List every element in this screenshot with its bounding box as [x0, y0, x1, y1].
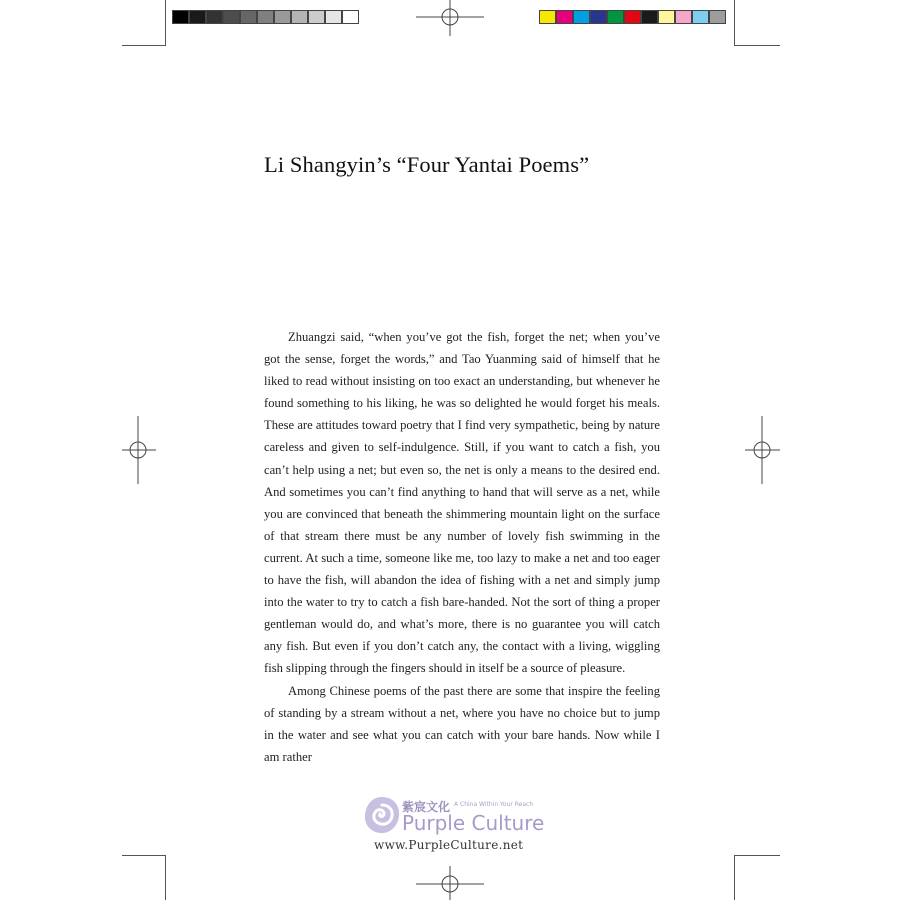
watermark	[362, 794, 562, 858]
registration-mark-left	[122, 416, 156, 484]
color-swatch	[692, 10, 709, 24]
color-swatch	[308, 10, 325, 24]
paragraph: Zhuangzi said, “when you’ve got the fish, forget the net; when you’ve got the sense, forget the words,” and Tao Yuanming said of himself that he liked to read without insisting on too exact an understanding, but whenever he found something to his liking, he was so delighted he would forget his meals. These are attitudes toward poetry that I find very sympathetic, being by nature careless and given to self-indulgence. Still, if you want to catch a fish, you can’t help using a net; but even so, the net is only a means to the desired end. And sometimes you can’t find anything to hand that will serve as a net, while you are convinced that beneath the shimmering mountain light on the surface of that stream there must be any number of lovely fish swimming in the current. At such a time, someone like me, too lazy to make a net and too eager to have the fish, will abandon the idea of fishing with a net and simply jump into the water to try to catch a fish bare-handed. Not the sort of thing a proper gentleman would do, and what’s more, there is no guarantee you will catch any fish. But even if you don’t catch any, the contact with a living, wiggling fish slipping through the fingers should in itself be a source of pleasure.	[264, 330, 660, 676]
purple-culture-logo-icon	[362, 794, 402, 838]
color-swatch	[274, 10, 291, 24]
watermark-tagline: A China Within Your Reach	[454, 801, 534, 808]
color-swatch	[607, 10, 624, 24]
watermark-url: www.PurpleCulture.net	[374, 838, 524, 852]
body-text	[264, 326, 660, 768]
paragraph: Among Chinese poems of the past there are some that inspire the feeling of standing by a stream without a net, where you have no choice but to jump in the water and see what you can catch with your bare hands. Now while I am rather	[264, 683, 660, 764]
color-swatch	[342, 10, 359, 24]
color-swatch	[709, 10, 726, 24]
color-swatch	[624, 10, 641, 24]
color-swatch	[189, 10, 206, 24]
registration-mark-bottom	[416, 866, 484, 900]
registration-mark-right	[745, 416, 780, 484]
registration-mark-top	[416, 0, 484, 36]
color-swatch	[325, 10, 342, 24]
color-swatch	[658, 10, 675, 24]
chapter-title: Li Shangyin’s “Four Yantai Poems”	[264, 152, 590, 177]
watermark-chinese: 紫宸文化	[402, 800, 451, 814]
color-swatch	[257, 10, 274, 24]
color-swatch	[556, 10, 573, 24]
color-swatch	[573, 10, 590, 24]
color-swatch	[206, 10, 223, 24]
color-swatch	[590, 10, 607, 24]
color-swatch	[223, 10, 240, 24]
color-swatch	[240, 10, 257, 24]
color-swatch	[675, 10, 692, 24]
color-swatch	[641, 10, 658, 24]
watermark-name: Purple Culture	[402, 811, 545, 835]
color-swatch	[291, 10, 308, 24]
color-swatch	[539, 10, 556, 24]
color-swatch	[172, 10, 189, 24]
